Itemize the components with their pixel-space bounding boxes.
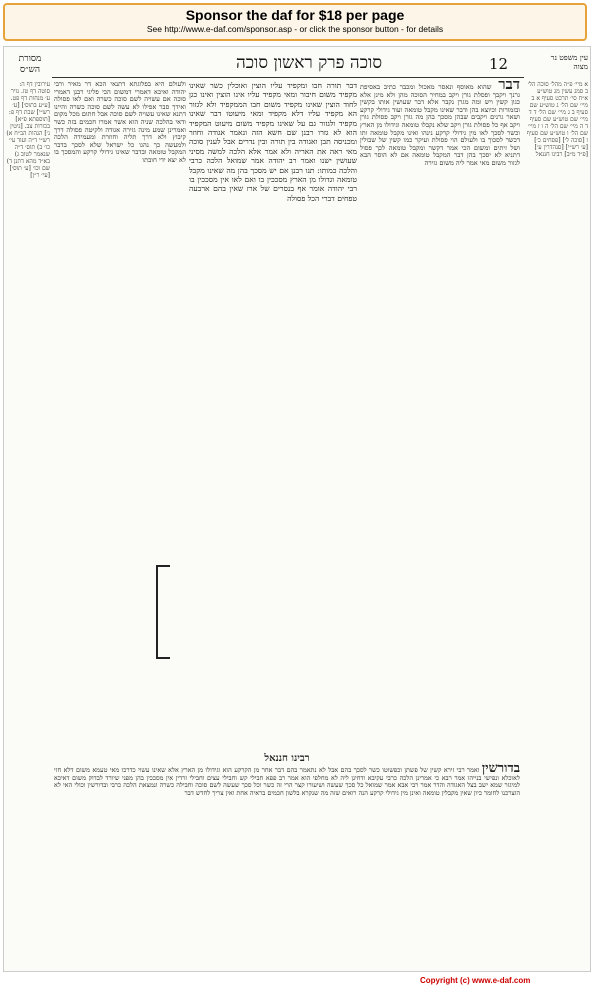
sponsor-subtitle[interactable]: See http://www.e-daf.com/sponsor.asp - or click the sponsor button - for details <box>146 24 444 34</box>
margin-right-references: א מיי׳ פ״ה מהל׳ סוכה הל׳ ב סמג עשין מג טוש״ע א״ח סי׳ תרכט סעיף א ב מיי׳ שם הל׳ ג טוש״ע שם סעיף ב ג מיי׳ שם הל׳ ד ד מיי׳ שם טוש״ע שם סעיף ד ה מיי׳ שם הל׳ ה ו ז מיי׳ שם הל׳ ו טוש״ע שם סעיף ו [סוכה ל׳] [פסחים כ׳] [ע׳ רש״י] [סנהדרין ע׳] [פ״ד מ״ב] רבינו חננאל <box>526 81 588 158</box>
header-right-note: עין משפט נר מצוה <box>550 53 588 71</box>
copyright-link[interactable]: Copyright (c) www.e-daf.com <box>420 976 531 985</box>
section-bracket <box>156 565 170 659</box>
bottom-heading-left: רבינו חננאל <box>264 753 310 764</box>
bottom-commentary-text: ואמר רבי זירא קשין של פשתן וכפשוטו כשר לסכך בהם אבל לא נתאמר בהם דבר אחר מן הקרקע הוא וגידולו מן הארץ אלא שאינו עשוי כדרכו מאי טעמא משום דלא חזי לאוכלא ונפישי בנייהו אמר רבא כי אמרינן הלכה כרבי עקיבא ודחינן ליה לא מחלפי הוא אמר רב פפא חבילי קש וחבילי עצים וחבילי זרדין אין מסככין בהן מפני שיורד לבדוק משום דאיכא למיגזר שמא ישב בצל האגודה והדר אמר רבי אבא אמר שמואל כל סכך שעשה ושיעורו קצר הרי זה כשר וכל סכך שעשה לשם סוכה וחבילה כשרה ונמצאת הלכה כרבי ובדורשין וכולי האי לא הוצרכנו לחומר כיון שאין מקבלין טומאה ואינן מין גידולי קרקע הנה רואים שזה מה שנקרא בלשון חכמים בראיה אחת ואין צריך לחדש דבר <box>54 766 520 797</box>
commentary-left-text: ולעולם היא בפלוגתא דתנאי הכא דר מאיר ורבי יהודה ואיכא דאמרי דמשום הכי פליגי רבנן דאמרי סוכה אם עשויה לשם סוכה כשרה ואם לאו פסולה ואידך סבר אפילו לא עשה לשם סוכה כשרה והיינו דתנא שאינו עשויה לשם סוכה אבל חתום מכל מקום ודאי בהלכה שניה הוא אשר אמרו חכמים בזה כשר ואמרינן שמע מינה גזירה אגודה ולקיטה פסולה דרך קיבוץ ולא דרך תליה וחוזרת ומעמידה הלכה ולמעשה כך נהגו כל ישראל שלא לסכך בדבר המקבל טומאה ובדבר שאינו גידולי קרקע והמסכך בו לא יצא ידי חובתו <box>54 81 186 164</box>
sponsor-banner[interactable] <box>3 3 587 41</box>
header-rule <box>52 77 524 78</box>
opening-word: דבר <box>498 81 520 93</box>
talmud-page <box>3 46 591 972</box>
commentary-right-column <box>360 81 520 746</box>
bottom-commentary <box>54 752 520 962</box>
margin-left-references: עירובין דף ה: סוטה דף טז. נזיר ע׳ מנחות דף פט. [ע״ע בתוס׳] [ע׳ רש״י] שבת דף פ: [תוספתא פ״א] בכורות צב. [גיטין נ׳] הגהות הב״ח א) רש״י ד״ה ועוד עי׳ כו׳ ב) תוס׳ ד״ה שנאמר לטוב ג) בא״ד מהא דתנן ד) שם וכו׳ [ע׳ תוס׳] [עי׳ ר״ן] <box>6 81 50 179</box>
header-left-note: מסורת הש״ס <box>18 54 42 75</box>
main-text-column <box>189 81 357 713</box>
page-number: 12 <box>489 55 509 73</box>
sponsor-title[interactable]: Sponsor the daf for $18 per page <box>185 7 405 23</box>
page-header-title: סוכה פרק ראשון סוכה <box>235 53 383 73</box>
main-text: דבר תורה חבו ומקפיד עליו הוצין ואוכלין כשר שאינו מקפיד משום חיבור ומאי מקפיד עליו אינו הוצין ואינו כגן לחוד הוצין שאינו מקפיד משום חבו הממקפיד ולא לגזור הא מקפיד עליו דלא מקפיד ומאי מיעוטו דבר שאינו מקפיד ולגזור גם על שאינו מקפיד משום מיעוט המקפיד הוא לא גזרו רבנן שם חשא הזה ונאמר אגודה וחוזר ומכניסה תבן ואגודה בין תורה ובין נדרים אבל לענין סוכה מאי ראה את האריה ולא אמר אלא הלכה למשה מסיני שעושין ישנו ואמר רב יהודה אמר שמואל הלכה כרבי והלכה כמותו: תנו רבנן אם יש מסכך בהן מה שאינו מקבל טומאה וגדולו מן הארץ מסככין בו ואם לאו אין מסככין בו רבי יהודה אומר אף בנסרים של ארז שאין בהם ארבעה טפחים דברי הכל פסולה <box>189 81 357 203</box>
bottom-heading-right: בדורשין <box>481 761 520 777</box>
commentary-right-text: שהוא מאוסף ונאסר מאכול ומכבר כתיב באסיפת גרנך ויקבך ופסלת גורן ויקב במחיר הסוכה מהן ולא מינן אלא כגון קשין ויש ומה מגרן נקבר אלא דבר שעושין אותו בקשין ובזמורות וכיוצא בהן ודבר שאינו מקבל טומאה ועוד גידולי קרקע ושאר גרנים ויקבים שבהן מסכך בהן מה גורן ויקב פסולת גורן ויקב אף כל פסולת גורן ויקב שלא נקבלו טומאה וגידולו מן הארץ וכשר לסכך לאו מין גידולי קרקע נינהו ואינו מקבל טומאה ותו דכשר לסכוך בו ולעולם הוי פסולת ועיקר כמו קשין של שבולין ושל זיתים ומשום הכי אמר דקשר ומקבל טומאה לכך פסול דתניא לא יסכך בהן דבר המקבל טומאה אם לא הוסר הבא לגזור משום מאי אמר ליה משום גזירה <box>360 83 520 167</box>
